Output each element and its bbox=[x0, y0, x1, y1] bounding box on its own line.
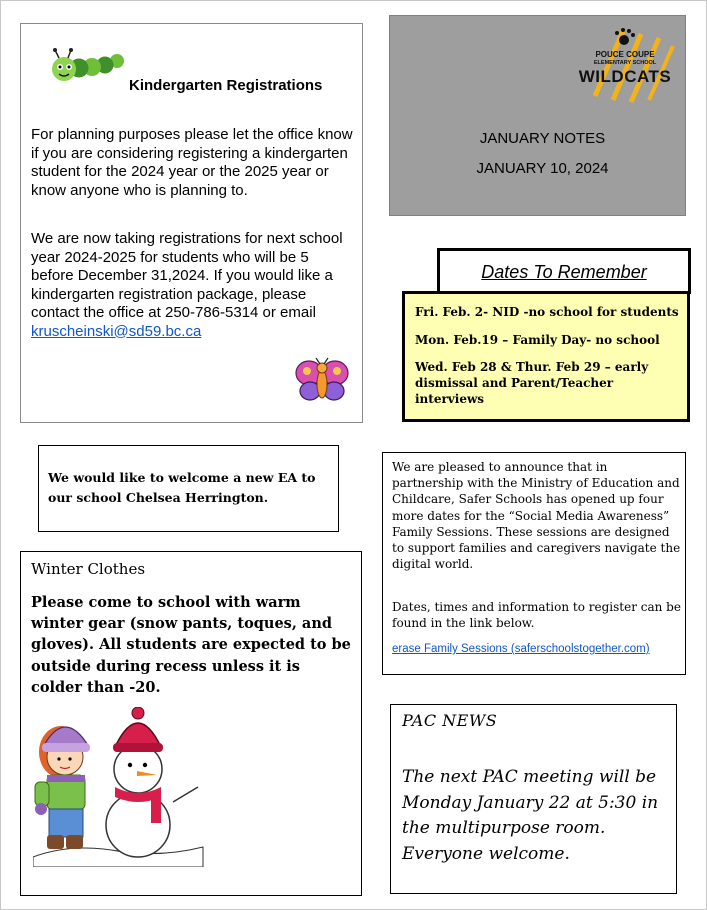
logo-wildcats: WILDCATS bbox=[578, 67, 672, 86]
date-item: Wed. Feb 28 & Thur. Feb 29 – early dismissal and Parent/Teacher interviews bbox=[415, 360, 649, 406]
newsletter-header bbox=[389, 15, 686, 216]
winter-body: Please come to school with warm winter gear (snow pants, toques, and gloves). All students are expected to be outside during recess unless it is colder than -20. bbox=[31, 594, 351, 696]
kindergarten-title: Kindergarten Registrations bbox=[129, 77, 323, 94]
winter-clothes-section bbox=[20, 551, 362, 896]
pac-title: PAC NEWS bbox=[402, 711, 498, 730]
notes-date: JANUARY 10, 2024 bbox=[476, 160, 609, 177]
dates-list bbox=[402, 291, 690, 422]
date-item: Mon. Feb.19 – Family Day- no school bbox=[415, 333, 660, 347]
butterfly-icon bbox=[294, 357, 350, 405]
social-media-section bbox=[382, 452, 686, 675]
pac-body: The next PAC meeting will be Monday January 22 at 5:30 in the multipurpose room. Everyone welcome. bbox=[402, 767, 659, 864]
family-sessions-link[interactable]: erase Family Sessions (saferschoolstogether.com) bbox=[392, 643, 650, 655]
kindergarten-para-2-text: We are now taking registrations for next school year 2024-2025 for students who will be 5 before December 31,2024. If you would like a kindergarten registration package, please contact the office at 250-786-5314 or email bbox=[31, 230, 343, 321]
kindergarten-section bbox=[20, 23, 363, 423]
logo-school-name: POUCE COUPE bbox=[595, 50, 655, 59]
logo-school-type: ELEMENTARY SCHOOL bbox=[593, 60, 657, 66]
kindergarten-para-1: For planning purposes please let the office know if you are considering registering a kindergarten student for the 2024 year or the 2025 year or know anyone who is planning to. bbox=[31, 126, 353, 199]
welcome-text: We would like to welcome a new EA to our school Chelsea Herrington. bbox=[48, 470, 316, 505]
notes-title: JANUARY NOTES bbox=[479, 130, 606, 147]
social-para-2: Dates, times and information to register can be found in the link below. bbox=[392, 600, 681, 631]
social-para-1: We are pleased to announce that in partnership with the Ministry of Education and Childcare, Safer Schools has opened up four more dates for the “Social Media Awareness” Family Sessions. These sessions are designed to support families and caregivers navigate the digital world. bbox=[392, 460, 681, 572]
winter-title: Winter Clothes bbox=[31, 560, 146, 578]
caterpillar-icon bbox=[49, 47, 129, 87]
kindergarten-para-2 bbox=[31, 230, 353, 341]
dates-title-box bbox=[437, 248, 691, 294]
snowman-girl-illustration bbox=[33, 707, 208, 867]
pac-news-section bbox=[390, 704, 677, 894]
date-item: Fri. Feb. 2- NID -no school for students bbox=[415, 305, 679, 319]
school-logo bbox=[575, 26, 675, 104]
dates-title: Dates To Remember bbox=[481, 262, 647, 282]
email-link[interactable]: kruscheinski@sd59.bc.ca bbox=[31, 322, 202, 340]
welcome-ea-section bbox=[38, 445, 339, 532]
